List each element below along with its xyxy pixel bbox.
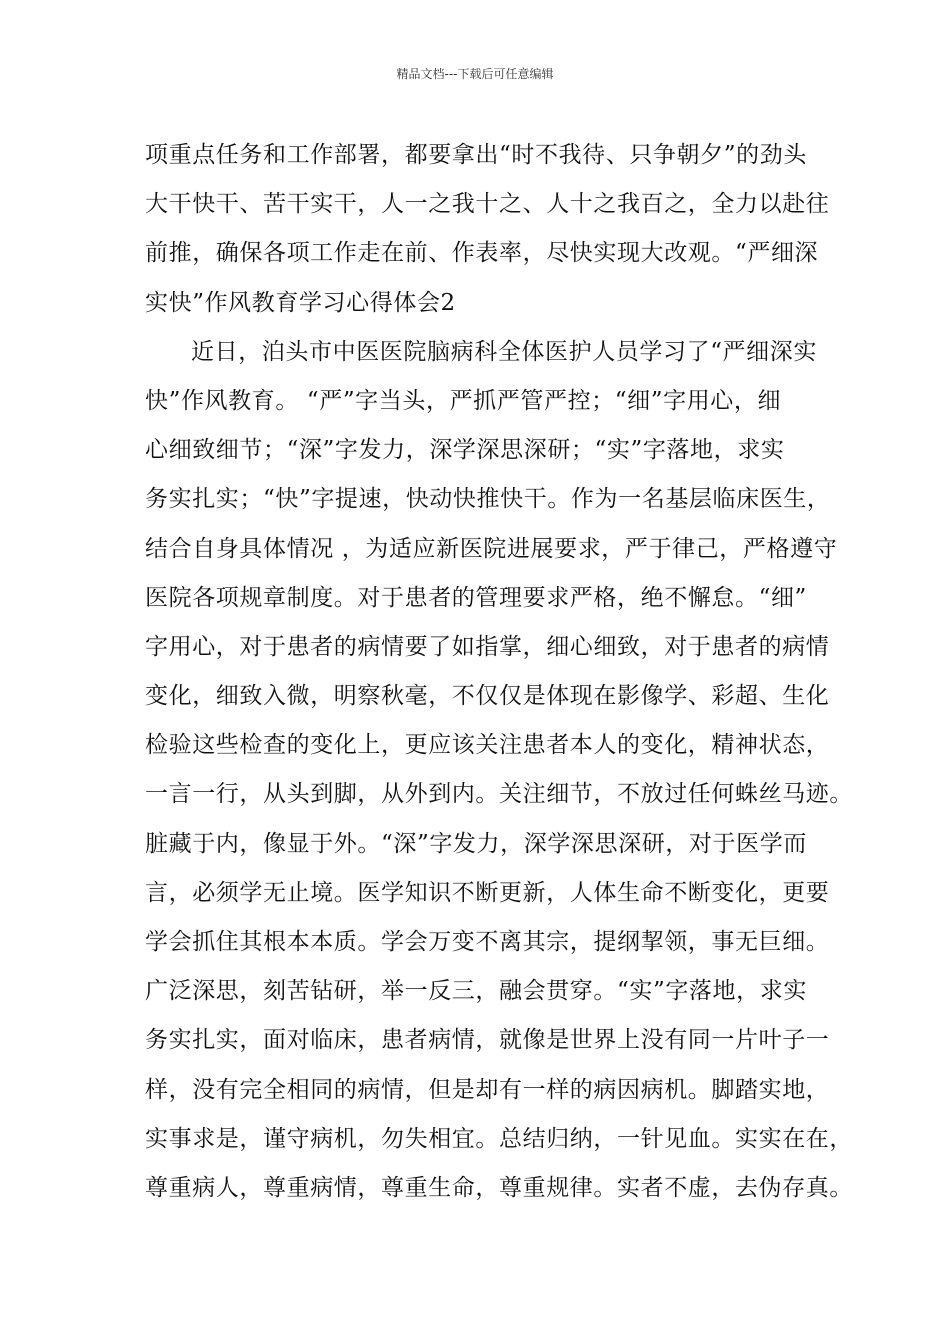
- paragraph-start-line: 近日，泊头市中医医院脑病科全体医护人员学习了“严细深实: [191, 338, 817, 365]
- text-line: 脏藏于内，像显于外。“深”字发力，深学深思深研，对于医学而: [145, 830, 807, 857]
- text-line: 结合自身具体情况 ，为适应新医院进展要求，严于律己，严格遵守: [145, 535, 838, 562]
- page-header: 精品文档---下载后可任意编辑: [396, 67, 554, 81]
- text-line: 变化，细致入微，明察秋毫，不仅仅是体现在影像学、彩超、生化: [145, 683, 830, 710]
- text-line: 实事求是，谨守病机，勿失相宜。总结归纳，一针见血。实实在在，: [145, 1125, 853, 1152]
- text-line: 字用心，对于患者的病情要了如指掌，细心细致，对于患者的病情: [145, 633, 830, 660]
- text-line: 务实扎实；“快”字提速，快动快推快干。作为一名基层临床医生，: [145, 486, 831, 513]
- text-line: 实快”作风教育学习心得体会2: [145, 289, 456, 316]
- text-line: 言，必须学无止境。医学知识不断更新，人体生命不断变化，更要: [145, 879, 830, 906]
- text-line: 样，没有完全相同的病情，但是却有一样的病因病机。脚踏实地，: [145, 1076, 830, 1103]
- text-line: 广泛深思，刻苦钻研，举一反三，融会贯穿。“实”字落地，求实: [145, 978, 807, 1005]
- text-line: 项重点任务和工作部署，都要拿出“时不我待、只争朝夕”的劲头: [145, 142, 807, 168]
- text-line: 检验这些检查的变化上，更应该关注患者本人的变化，精神状态，: [145, 732, 830, 759]
- text-line: 学会抓住其根本本质。学会万变不离其宗，提纲挈领，事无巨细。: [145, 929, 830, 955]
- text-line: 医院各项规章制度。对于患者的管理要求严格，绝不懈怠。“细”: [145, 584, 807, 611]
- text-line: 前推，确保各项工作走在前、作表率，尽快实现大改观。“严细深: [145, 240, 819, 267]
- document-body: [145, 131, 853, 1213]
- text-line: 务实扎实，面对临床，患者病情，就像是世界上没有同一片叶子一: [145, 1027, 830, 1054]
- text-line: 快”作风教育。 “严”字当头，严抓严管严控；“细”字用心，细: [145, 387, 782, 414]
- text-line: 一言一行，从头到脚，从外到内。关注细节，不放过任何蛛丝马迹。: [145, 781, 853, 808]
- text-line: 心细致细节；“深”字发力，深学深思深研；“实”字落地，求实: [145, 437, 785, 464]
- text-line: 大干快干、苦干实干，人一之我十之、人十之我百之，全力以赴往: [145, 191, 830, 218]
- text-line: 尊重病人，尊重病情，尊重生命，尊重规律。实者不虚，去伪存真。: [145, 1174, 853, 1201]
